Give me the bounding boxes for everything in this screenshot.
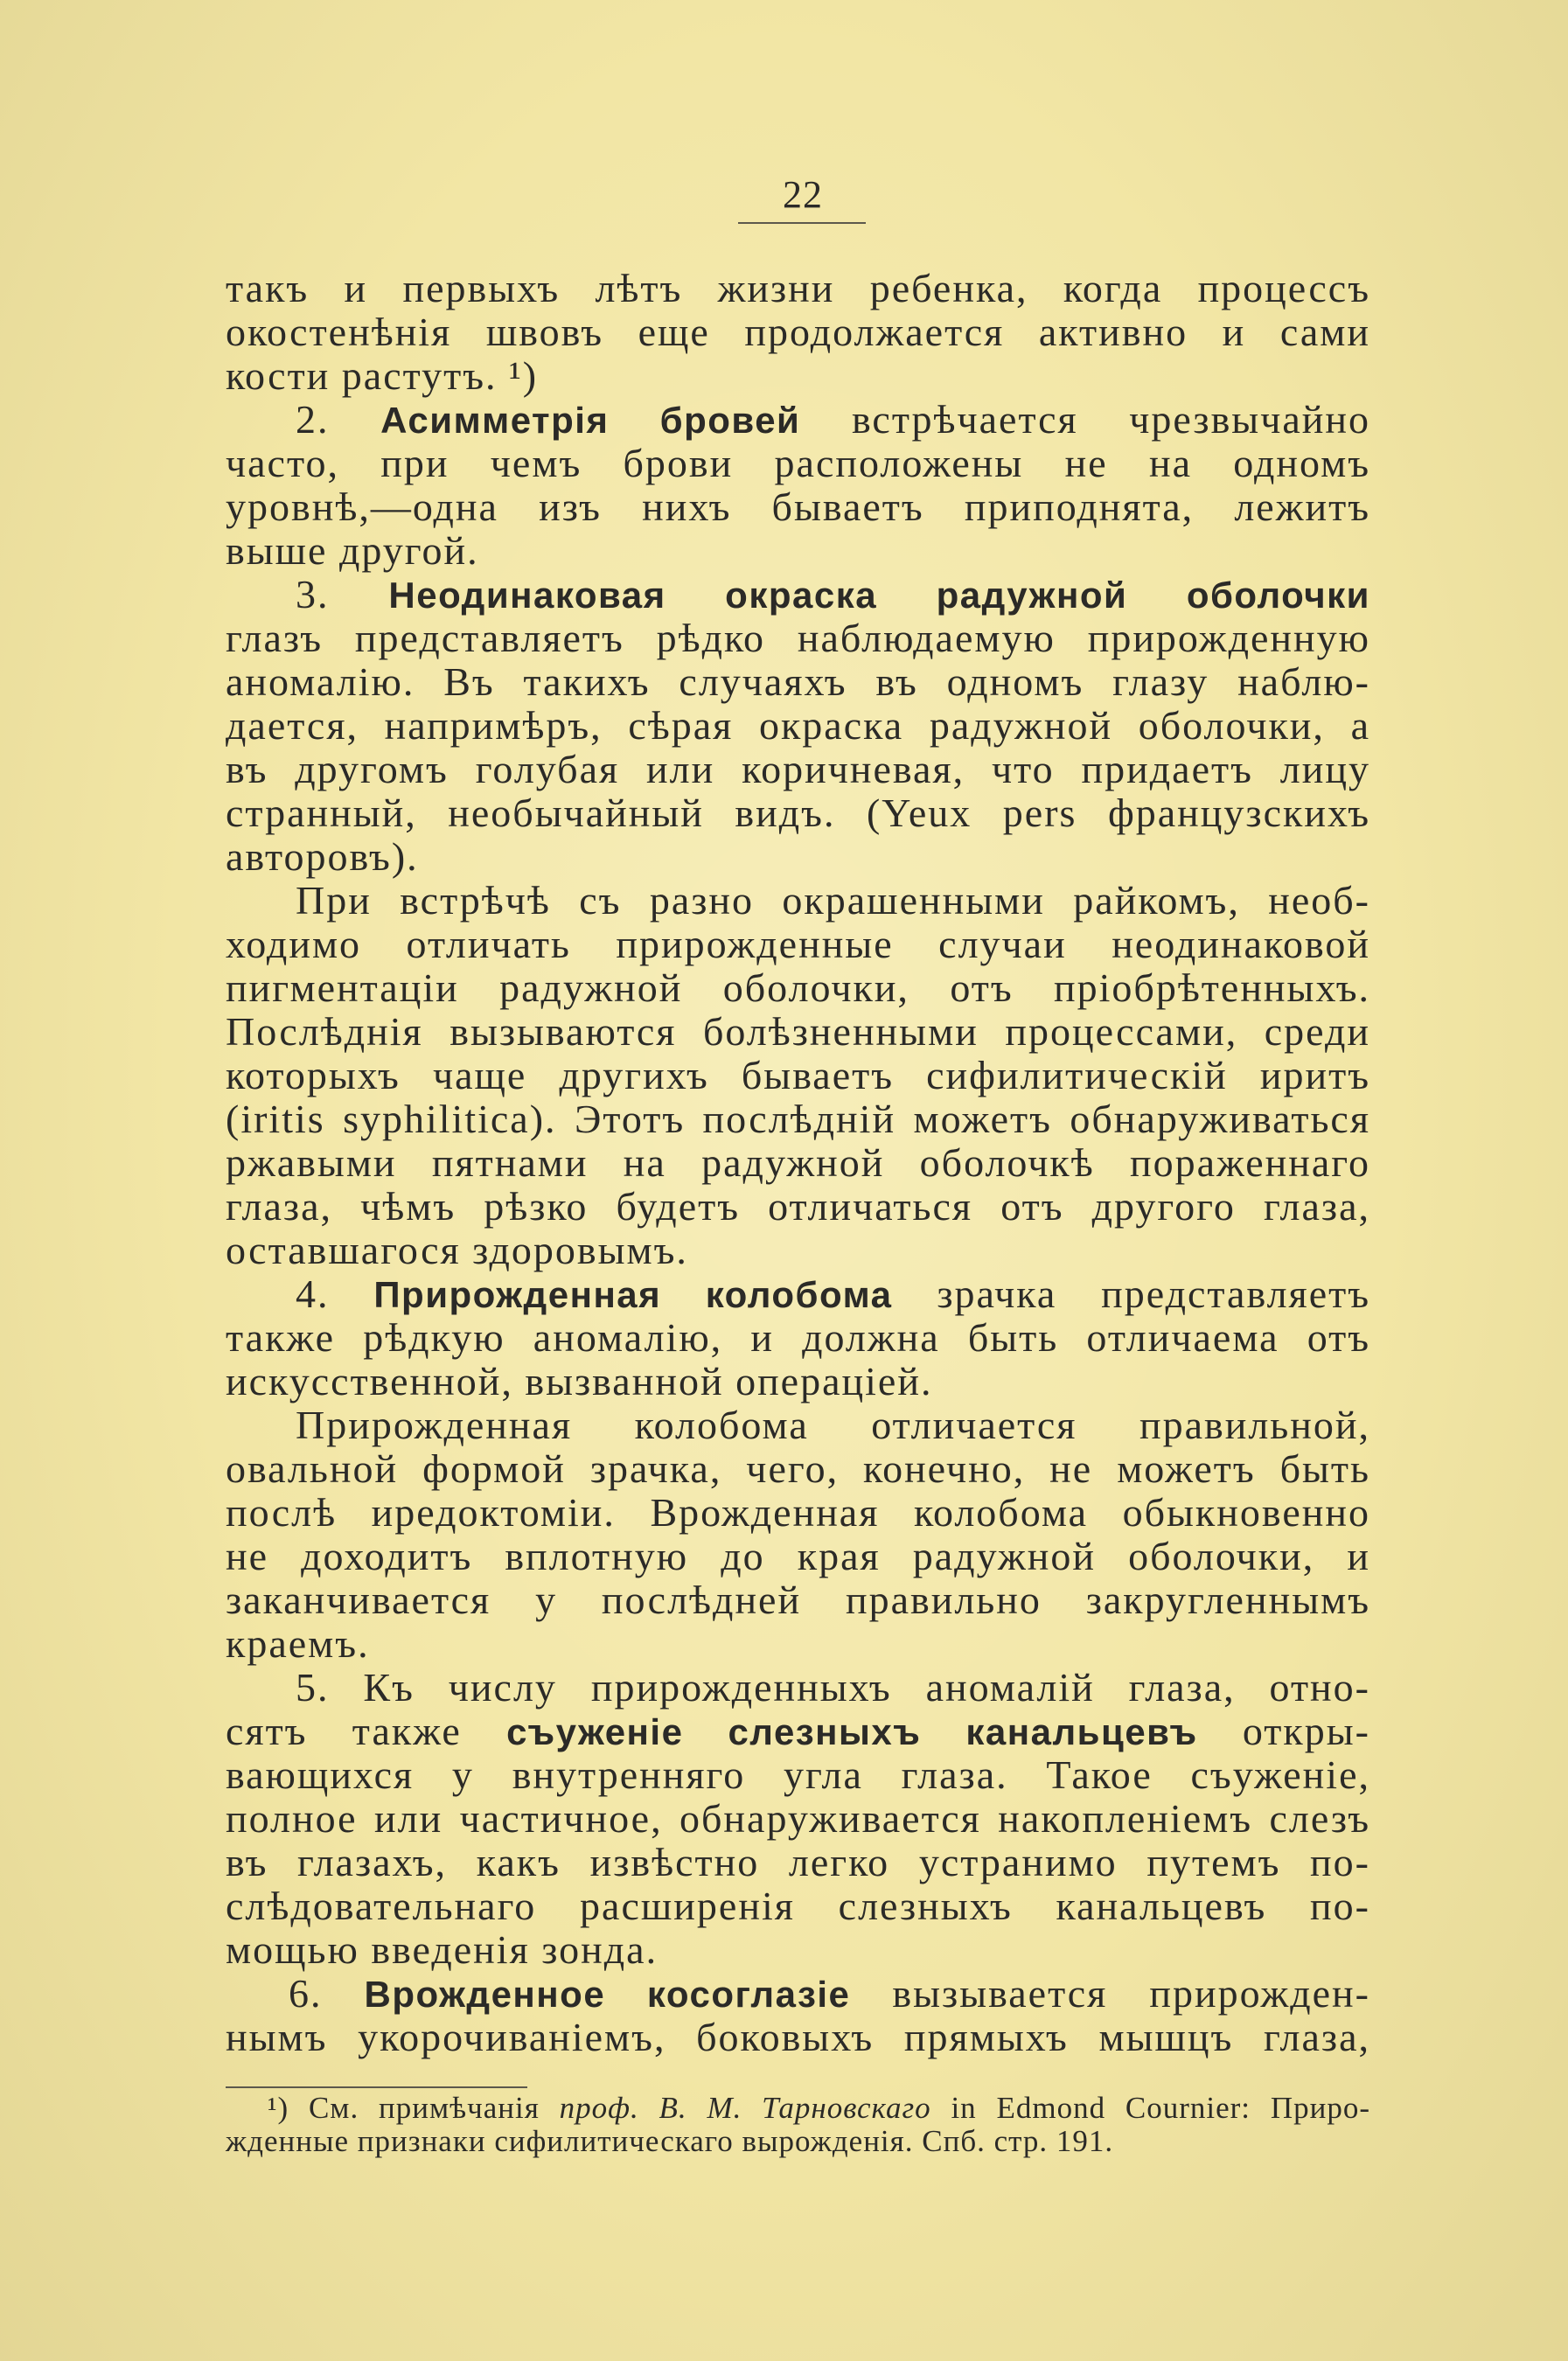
footnote-line xyxy=(226,2092,1370,2125)
text-line: странный, необычайный видъ. (Yeux pers французскихъ xyxy=(226,790,1370,835)
text-line: авторовъ). xyxy=(226,834,419,879)
text-line: краемъ. xyxy=(226,1621,370,1666)
paragraph xyxy=(226,1666,1370,1972)
text-line: Прирожденная колобома отличается правильной, xyxy=(296,1403,1370,1447)
bold-term: Асимметрія бровей xyxy=(380,400,801,441)
text-line: глаза, чѣмъ рѣзко будетъ отличаться отъ другого глаза, xyxy=(226,1184,1370,1229)
paragraph xyxy=(226,573,1370,879)
text-line: слѣдовательнаго расширенія слезныхъ канальцевъ по- xyxy=(226,1884,1370,1928)
text-line: полное или частичное, обнаруживается накопленіемъ слезъ xyxy=(226,1796,1370,1841)
text-line: ржавыми пятнами на радужной оболочкѣ пораженнаго xyxy=(226,1140,1370,1185)
paragraph xyxy=(226,398,1370,573)
line-tail: зрачка представляетъ xyxy=(892,1271,1371,1316)
text-line: дается, напримѣръ, сѣрая окраска радужной оболочки, а xyxy=(226,703,1370,748)
text-line: При встрѣчѣ съ разно окрашенными райкомъ, необ- xyxy=(296,878,1370,923)
footnote-lead: ¹) См. примѣчанія xyxy=(268,2091,560,2125)
text-line: не доходитъ вплотную до края радужной оболочки, и xyxy=(226,1534,1370,1578)
bold-term: Прирожденная колобома xyxy=(373,1274,893,1315)
text-line xyxy=(226,398,1370,442)
paragraph xyxy=(226,879,1370,1272)
text-line: такъ и первыхъ лѣтъ жизни ребенка, когда процессъ xyxy=(226,266,1370,310)
footnote-author-italic: проф. В. М. Тарновскаго xyxy=(559,2091,931,2125)
paragraph xyxy=(226,267,1370,398)
text-line xyxy=(226,1272,1370,1316)
paragraph xyxy=(226,1403,1370,1666)
footnote-line: жденные признаки сифилитическаго вырожденія. Спб. стр. 191. xyxy=(226,2124,1114,2158)
text-line: часто, при чемъ брови расположены не на одномъ xyxy=(226,441,1370,485)
paragraph xyxy=(226,1272,1370,1403)
line-tail: встрѣчается чрезвычайно xyxy=(800,397,1370,442)
bold-term: Врожденное косоглазіе xyxy=(364,1974,851,2015)
text-line: которыхъ чаще другихъ бываетъ сифилитическій иритъ xyxy=(226,1053,1370,1097)
text-line: (iritis syphilitica). Этотъ послѣдній можетъ обнаруживаться xyxy=(226,1097,1370,1141)
text-line: овальной формой зрачка, чего, конечно, не можетъ быть xyxy=(226,1446,1370,1491)
text-line: въ другомъ голубая или коричневая, что придаетъ лицу xyxy=(226,747,1370,791)
item-number: 2. xyxy=(296,397,381,442)
text-line: нымъ укорочиваніемъ, боковыхъ прямыхъ мышцъ глаза, xyxy=(226,2015,1370,2059)
text-line: мощью введенія зонда. xyxy=(226,1927,659,1972)
text-line: пигментаціи радужной оболочки, отъ пріобрѣтенныхъ. xyxy=(226,965,1370,1010)
text-line: оставшагося здоровымъ. xyxy=(226,1228,688,1272)
text-line: окостенѣнія швовъ еще продолжается активно и сами xyxy=(226,310,1370,354)
text-line xyxy=(226,573,1370,616)
line-tail: вызывается прирожден- xyxy=(850,1971,1370,2016)
item-number: 6. xyxy=(289,1971,365,2016)
line-tail: откры- xyxy=(1197,1709,1370,1753)
text-line: заканчивается у послѣдней правильно закругленнымъ xyxy=(226,1577,1370,1622)
page-number: 22 xyxy=(783,173,823,216)
text-line xyxy=(226,1972,1370,2016)
paragraph xyxy=(226,1972,1370,2059)
footnote-rule xyxy=(226,2086,527,2088)
text-line: глазъ представляетъ рѣдко наблюдаемую прирожденную xyxy=(226,616,1370,660)
footnote xyxy=(226,2092,1370,2158)
text-line: также рѣдкую аномалію, и должна быть отличаема отъ xyxy=(226,1315,1370,1360)
text-line: ходимо отличать прирожденные случаи неодинаковой xyxy=(226,922,1370,966)
text-line: Послѣднія вызываются болѣзненными процессами, среди xyxy=(226,1009,1370,1054)
item-number: 4. xyxy=(296,1271,374,1316)
text-line: 5. Къ числу прирожденныхъ аномалій глаза, отно- xyxy=(296,1665,1370,1710)
text-line: уровнѣ,—одна изъ нихъ бываетъ приподнята, лежитъ xyxy=(226,484,1370,529)
text-line xyxy=(226,1710,1370,1753)
body-text xyxy=(226,267,1370,2059)
text-line: въ глазахъ, какъ извѣстно легко устранимо путемъ по- xyxy=(226,1840,1370,1884)
bold-term: Неодинаковая окраска радужной оболочки xyxy=(388,575,1371,616)
text-line: искусственной, вызванной операціей. xyxy=(226,1359,933,1403)
bold-term: съуженіе слезныхъ канальцевъ xyxy=(506,1711,1198,1752)
footnote-tail: in Edmond Cournier: Приро- xyxy=(930,2091,1370,2125)
text-line: послѣ иредоктоміи. Врожденная колобома обыкновенно xyxy=(226,1490,1370,1535)
line-lead: сятъ также xyxy=(226,1709,507,1753)
text-line: выше другой. xyxy=(226,528,479,573)
text-line: аномалію. Въ такихъ случаяхъ въ одномъ глазу наблю- xyxy=(226,659,1370,704)
text-line: кости растутъ. ¹) xyxy=(226,353,539,398)
text-line: вающихся у внутренняго угла глаза. Такое съуженіе, xyxy=(226,1752,1370,1797)
page-number-rule xyxy=(738,222,866,224)
item-number: 3. xyxy=(296,572,389,616)
